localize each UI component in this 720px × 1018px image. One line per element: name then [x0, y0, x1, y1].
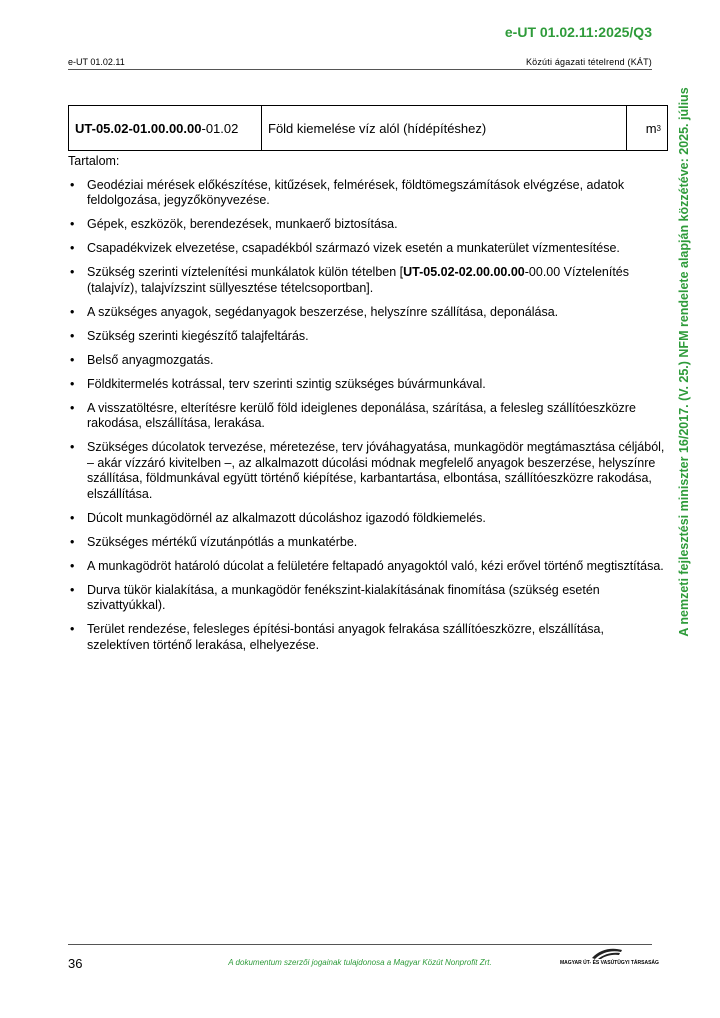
list-item [68, 559, 668, 575]
list-item-text: Terület rendezése, felesleges építési-bontási anyagok felrakása szállítóeszközre, elszállítása, szelektíven történő lerakása, elhelyezése. [87, 622, 604, 652]
page-header [68, 57, 652, 67]
item-code-table [68, 105, 668, 151]
content-heading: Tartalom: [68, 154, 120, 168]
header-right: Közúti ágazati tételrend (KÁT) [525, 57, 652, 67]
bullet-icon: • [70, 582, 75, 597]
bullet-icon: • [70, 177, 75, 192]
list-item [68, 217, 668, 233]
content-section [68, 154, 668, 662]
list-item [68, 265, 668, 296]
list-item-code: UT-05.02-02.00.00.00 [403, 265, 525, 279]
bullet-icon: • [70, 328, 75, 343]
bullet-icon: • [70, 304, 75, 319]
list-item [68, 440, 668, 502]
header-rule [68, 69, 652, 70]
copyright-notice: A dokumentum szerzői jogainak tulajdonosa a Magyar Közút Nonprofit Zrt. [228, 958, 492, 967]
bullet-icon: • [70, 217, 75, 231]
list-item-text: Gépek, eszközök, berendezések, munkaerő biztosítása. [87, 217, 398, 231]
list-item-text: Csapadékvizek elvezetése, csapadékból származó vizek esetén a munkaterület vízmentesítése. [87, 241, 620, 255]
bullet-icon: • [70, 558, 75, 573]
list-item-text: Szükség szerinti kiegészítő talajfeltárás. [87, 328, 309, 343]
item-code-bold: UT-05.02-01.00.00.00 [75, 120, 202, 136]
bullet-icon: • [70, 400, 75, 415]
bullet-icon: • [70, 265, 75, 279]
bullet-icon: • [70, 622, 75, 636]
list-item-text: Földkitermelés kotrással, terv szerinti szintig szükséges búvármunkával. [87, 376, 486, 391]
bullet-icon: • [70, 510, 75, 525]
list-item-text: Belső anyagmozgatás. [87, 352, 214, 367]
list-item [68, 583, 668, 614]
logo-swoosh-icon [590, 947, 624, 960]
list-item [68, 401, 668, 432]
item-title-cell [262, 106, 627, 150]
side-note-text: A nemzeti fejlesztési miniszter 16/2017. (V. 25.) NFM rendelete alapján közzétéve: 2025. július [677, 87, 691, 637]
list-item [68, 353, 668, 369]
list-item [68, 305, 668, 321]
item-unit-exponent: 3 [656, 123, 661, 133]
bullet-icon: • [70, 440, 75, 454]
document-code: e-UT 01.02.11:2025/Q3 [504, 24, 652, 40]
bullet-icon: • [70, 241, 75, 255]
list-item-text-rest: -00.00 Víztelenítés (talajvíz), talajvízszint süllyesztése tételcsoportban]. [87, 265, 629, 295]
company-logo [560, 947, 658, 969]
list-item-text: Szükséges mértékű vízutánpótlás a munkatérbe. [87, 534, 358, 549]
list-item [68, 377, 668, 393]
list-item [68, 178, 668, 209]
header-left: e-UT 01.02.11 [68, 57, 125, 67]
list-item [68, 535, 668, 551]
bullet-icon: • [70, 534, 75, 549]
side-note [675, 87, 693, 637]
page-number: 36 [68, 956, 83, 971]
list-item-text: Szükséges dúcolatok tervezése, méretezése, terv jóváhagyatása, munkagödör megtámasztása céljából, – akár vízzáró kivitelben –, az alkalmazott dúcolási módnak megfelelő anyagok beszerzése, helyszínre szállítása, földmunkával együtt történő kiépítése, karbantartása, elbontása, szállítóeszközre rakodása, elszállítása. [87, 440, 665, 501]
item-unit: m [645, 120, 657, 136]
list-item-text: Dúcolt munkagödörnél az alkalmazott dúcoláshoz igazodó földkiemelés. [87, 510, 486, 525]
footer-rule [68, 944, 652, 945]
list-item-text: A szükséges anyagok, segédanyagok beszerzése, helyszínre szállítása, deponálása. [87, 304, 559, 319]
list-item [68, 511, 668, 527]
list-item [68, 329, 668, 345]
bullet-icon: • [70, 376, 75, 391]
list-item-text: Durva tükör kialakítása, a munkagödör fenékszint-kialakításának finomítása (szükség esetén szivattyúkkal). [87, 582, 600, 612]
list-item [68, 241, 668, 257]
list-item-text: Geodéziai mérések előkészítése, kitűzések, felmérések, földtömegszámítások elvégzése, adatok feldolgozása, jegyzőkönyvezése. [87, 177, 625, 207]
item-unit-cell [627, 106, 667, 150]
bullet-icon: • [70, 352, 75, 367]
list-item-text: Szükség szerinti víztelenítési munkálatok külön tételben [ [87, 265, 404, 279]
item-title: Föld kiemelése víz alól (hídépítéshez) [268, 120, 487, 136]
list-item [68, 622, 668, 653]
item-code-cell [69, 106, 262, 150]
list-item-text: A visszatöltésre, elterítésre kerülő föld ideiglenes deponálása, szárítása, a felesleg szállítóeszközre rakodása, elszállítása, lerakása. [87, 400, 636, 430]
content-list [68, 178, 668, 654]
list-item-text: A munkagödröt határoló dúcolat a felületére feltapadó anyagoktól való, kézi erővel történő megtisztítása. [87, 558, 664, 573]
logo-text: MAGYAR ÚT- ÉS VASÚTÜGYI TÁRSASÁG [560, 960, 659, 966]
item-code-suffix: -01.02 [201, 120, 239, 136]
